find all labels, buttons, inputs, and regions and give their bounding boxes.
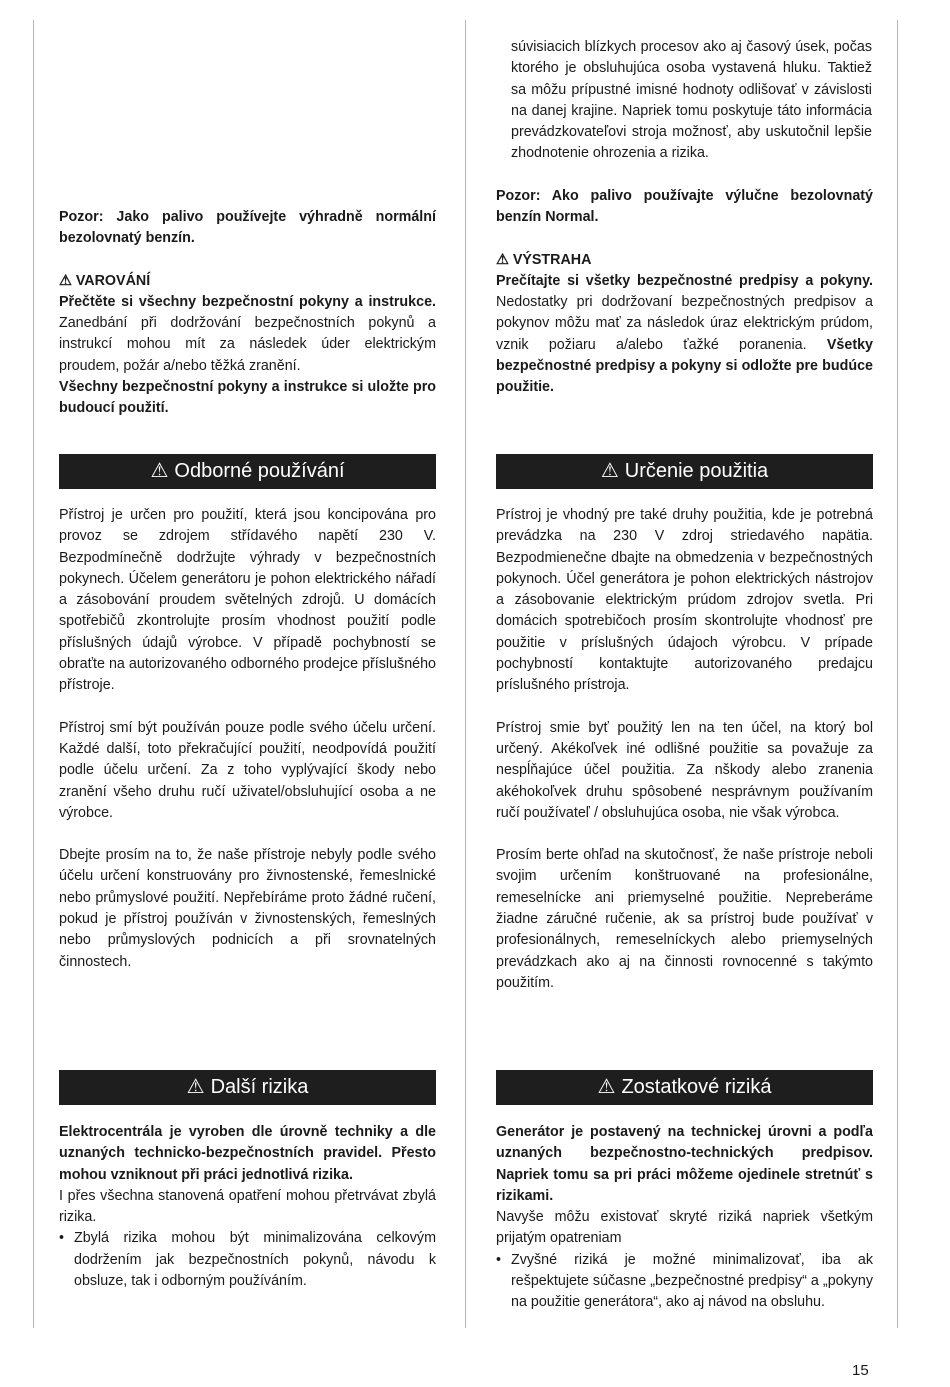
column-divider-center (465, 20, 466, 1328)
left-fuel-note: Pozor: Jako palivo používejte výhradně normální bezolovnatý benzín. (59, 209, 436, 247)
right-warning-keep: Všetky bezpečnostné predpisy a pokyny si odložte pre budúce použitie. (496, 336, 873, 396)
right-section2-header (496, 1070, 873, 1105)
right-warning-heading (496, 250, 873, 271)
warning-triangle-icon: ⚠ (496, 251, 509, 268)
right-section1-header (496, 454, 873, 489)
right-section2-text: Navyše môžu existovať skryté riziká napriek všetkým prijatým opatreniam (496, 1209, 873, 1247)
column-divider-left (33, 20, 34, 1328)
right-warning-label: VÝSTRAHA (512, 251, 592, 268)
left-section1-p3: Dbejte prosím na to, že naše přístroje nebyly podle svého účelu určení konstruovány pro živnostenské, řemeslnické nebo průmyslové použití. Nepřebíráme proto žádné ručení, pokud je přístroj používán v živnostenských, řemeslných nebo průmyslových podnicích a při srovnatelných činnostech. (59, 847, 436, 970)
warning-triangle-icon: ⚠ (59, 272, 72, 289)
right-warning-block (496, 186, 873, 399)
bullet-icon: • (59, 1230, 65, 1247)
bullet-icon: • (496, 1251, 502, 1268)
column-divider-right (897, 20, 898, 1328)
right-section2-list (496, 1250, 873, 1314)
list-item (496, 1250, 873, 1314)
right-warning-paragraph (496, 271, 873, 399)
left-section2-bold: Elektrocentrála je vyroben dle úrovně techniky a dle uznaných technicko-bezpečnostních pravidel. Přesto mohou vzniknout při práci jednotlivá rizika. (59, 1124, 436, 1183)
right-section1-title: Určenie použitia (624, 460, 769, 482)
right-section1-p1: Prístroj je vhodný pre také druhy použitia, kde je potrebná prevádzka na 230 V zdroj striedavého napätia. Bezpodmienečne dbajte na obmedzenia v bezpečnostných pokynoch. Účel generátora je pohon elektrických nástrojov a zásobovanie elektrickým prúdom zdrojov svetla. Pri domácich spotrebičoch prosím skontrolujte vhodnosť pre použitie v príslušných údajoch výrobcu. V prípade pochybností kontaktujte autorizovaného predajcu príslušného prístroja. (496, 507, 873, 694)
left-warning-label: VAROVÁNÍ (75, 272, 151, 289)
left-section2-bullet: Zbylá rizika mohou být minimalizována celkovým dodržením jak bezpečnostních pokynů, návodu k obsluze, tak i odborným používáním. (74, 1230, 436, 1290)
right-section1-p3: Prosím berte ohľad na skutočnosť, že naše prístroje neboli svojim určením konštruované na profesionálne, remeselnícke ani priemyselné použitie. Nepreberáme žiadne záručné ručenie, ak sa prístroj bude používať v profesionálnych, remeselníckych alebo priemyselných prevádzkach ako aj na činnosti rovnocenné s takýmto použitím. (496, 847, 873, 991)
left-section2-header (59, 1070, 436, 1105)
right-intro: súvisiacich blízkych procesov ako aj časový úsek, počas ktorého je obsluhujúca osoba vystavená hluku. Taktiež sa môžu prípustné imisné hodnoty odlišovať v závislosti na danej krajine. Napriek tomu poskytuje táto informácia prevádzkovateľovi stroja možnosť, aby uskutočnil lepšie zhodnotenie ohrozenia a rizika. (511, 39, 872, 162)
warning-triangle-icon: ⚠ (600, 460, 619, 482)
left-warning-block (59, 207, 436, 420)
left-section1-body (59, 505, 436, 973)
left-section2-body (59, 1122, 436, 1292)
left-section1-p1: Přístroj je určen pro použití, která jsou koncipována pro provoz se zdrojem střídavého napětí 230 V. Bezpodmínečně dodržujte výhrady v bezpečnostních pokynech. Účelem generátoru je pohon elektrického nářadí a zásobování proudem světelných zdrojů. U domácích spotřebičů zkontrolujte prosím vhodnost použití podle příslušných údajů výrobce. V případě pochybností se obraťte na autorizovaného odborného prodejce příslušného přístroje. (59, 507, 436, 694)
page-number: 15 (852, 1362, 869, 1379)
left-warning-keep: Všechny bezpečnostní pokyny a instrukce si uložte pro budoucí použití. (59, 379, 436, 417)
left-warning-bold: Přečtěte si všechny bezpečnostní pokyny a instrukce. (59, 293, 436, 310)
right-section2-title: Zostatkové riziká (621, 1076, 772, 1098)
left-section2-list (59, 1228, 436, 1292)
right-section1-body (496, 505, 873, 994)
left-warning-paragraph (59, 292, 436, 377)
right-section1-p2: Prístroj smie byť použitý len na ten účel, na ktorý bol určený. Akékoľvek iné odlišné použitie sa považuje za nespĺňajúce účel použitia. Za nškody alebo zranenia akéhokoľvek druhu spôsobené nesprávnym používaním ručí používateľ / obsluhujúca osoba, nie však výrobca. (496, 719, 873, 821)
right-section2-bullet: Zvyšné riziká je možné minimalizovať, iba ak rešpektujete súčasne „bezpečnostné predpisy“ a „pokyny na použitie generátora“, ako aj návod na obsluhu. (511, 1251, 873, 1311)
left-warning-text: Zanedbání při dodržování bezpečnostních pokynů a instrukcí mohou mít za následek úder elektrickým proudem, požár a/nebo těžká zranění. (59, 315, 436, 374)
left-section1-title: Odborné používání (174, 460, 345, 482)
right-fuel-note: Pozor: Ako palivo používajte výlučne bezolovnatý benzín Normal. (496, 188, 873, 226)
left-section1-p2: Přístroj smí být používán pouze podle svého účelu určení. Každé další, toto překračující použití, neodpovídá použití podle účelu určení. Za z toho vyplývající škody nebo zranění všeho druhu ručí uživatel/obsluhující osoba a ne výrobce. (59, 719, 436, 821)
list-item (59, 1228, 436, 1292)
warning-triangle-icon: ⚠ (597, 1076, 616, 1098)
right-warning-bold: Prečítajte si všetky bezpečnostné predpisy a pokyny. (496, 272, 873, 289)
left-section1-header (59, 454, 436, 489)
right-intro-block (511, 37, 872, 165)
right-warning-text: Nedostatky pri dodržovaní bezpečnostných predpisov a pokynov môžu mať za následok úraz elektrickým prúdom, vznik požiaru a/alebo ťažké poranenia. (496, 294, 873, 353)
left-warning-heading (59, 271, 436, 292)
warning-triangle-icon: ⚠ (150, 460, 169, 482)
left-section2-title: Další rizika (210, 1076, 309, 1098)
right-section2-bold: Generátor je postavený na technickej úrovni a podľa uznaných bezpečnostno-technických predpisov. Napriek tomu sa pri práci môžeme ojedinele stretnúť s rizikami. (496, 1124, 873, 1204)
left-section2-text: I přes všechna stanovená opatření mohou přetrvávat zbylá rizika. (59, 1187, 436, 1226)
right-section2-body (496, 1122, 873, 1314)
warning-triangle-icon: ⚠ (186, 1076, 205, 1098)
